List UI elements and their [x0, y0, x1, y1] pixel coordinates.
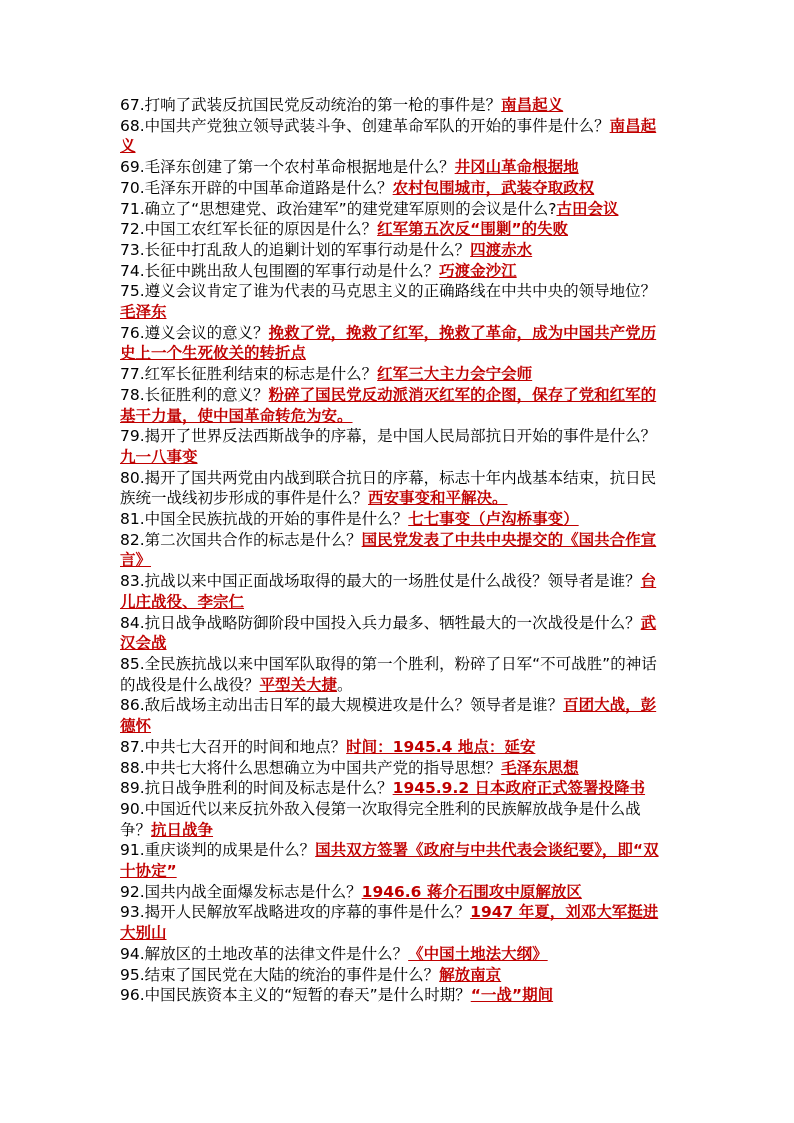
question-text: 90.中国近代以来反抗外敌入侵第一次取得完全胜利的民族解放战争是什么战争？	[120, 799, 641, 839]
question-text: 94.解放区的土地改革的法律文件是什么？	[120, 944, 409, 963]
answer-text: 1946.6 蒋介石围攻中原解放区	[361, 882, 582, 901]
question-text: 68.中国共产党独立领导武装斗争、创建革命军队的开始的事件是什么？	[120, 116, 610, 135]
question-text: 80.揭开了国共两党由内战到联合抗日的序幕，标志十年内战基本结束，抗日民族统一战线初步形成的事件是什么？	[120, 468, 657, 508]
question-text: 72.中国工农红军长征的原因是什么？	[120, 220, 378, 239]
question-text: 78.长征胜利的意义？	[120, 385, 269, 404]
answer-text: 七七事变（卢沟桥事变）	[408, 510, 579, 529]
qa-item-75	[120, 281, 665, 322]
answer-text: 九一八事变	[120, 447, 198, 466]
qa-item-74	[120, 261, 665, 282]
question-text: 91.重庆谈判的成果是什么？	[120, 841, 316, 860]
qa-item-80	[120, 468, 665, 509]
qa-item-91	[120, 840, 665, 881]
question-text: 73.长征中打乱敌人的追剿计划的军事行动是什么？	[120, 240, 471, 259]
answer-text: 国民党发表了中共中央提交的《国共合作宣言》	[120, 530, 657, 570]
answer-text: 毛泽东	[120, 303, 167, 322]
question-text: 93.揭开人民解放军战略进攻的序幕的事件是什么？	[120, 903, 471, 922]
question-text: 75.遵义会议肯定了谁为代表的马克思主义的正确路线在中共中央的领导地位？	[120, 282, 657, 301]
question-text: 88.中共七大将什么思想确立为中国共产党的指导思想？	[120, 758, 502, 777]
question-text: 77.红军长征胜利结束的标志是什么？	[120, 365, 378, 384]
answer-text: 古田会议	[556, 199, 619, 218]
qa-item-79	[120, 426, 665, 467]
qa-item-92	[120, 882, 665, 903]
qa-item-76	[120, 323, 665, 364]
answer-text: 1945.9.2 日本政府正式签署投降书	[392, 779, 646, 798]
qa-item-95	[120, 965, 665, 986]
answer-text: 井冈山革命根据地	[454, 158, 579, 177]
question-text: 83.抗战以来中国正面战场取得的最大的一场胜仗是什么战役？领导者是谁？	[120, 572, 641, 591]
qa-item-77	[120, 364, 665, 385]
answer-text: 西安事变和平解决。	[368, 489, 508, 508]
qa-item-88	[120, 758, 665, 779]
answer-text: 粉碎了国民党反动派消灭红军的企图，保存了党和红军的基干力量，使中国革命转危为安。	[120, 385, 657, 425]
question-text: 86.敌后战场主动出击日军的最大规模进攻是什么？领导者是谁？	[120, 696, 564, 715]
qa-item-72	[120, 219, 665, 240]
qa-item-94	[120, 944, 665, 965]
question-text: 87.中共七大召开的时间和地点？	[120, 737, 347, 756]
answer-text: 时间：1945.4 地点：延安	[346, 737, 536, 756]
qa-item-90	[120, 799, 665, 840]
question-text: 79.揭开了世界反法西斯战争的序幕，是中国人民局部抗日开始的事件是什么？	[120, 427, 657, 446]
qa-item-69	[120, 157, 665, 178]
qa-item-70	[120, 178, 665, 199]
question-text: 76.遵义会议的意义？	[120, 323, 269, 342]
question-text: 67.打响了武装反抗国民党反动统治的第一枪的事件是？	[120, 96, 502, 114]
answer-text: 巧渡金沙江	[439, 261, 517, 280]
qa-item-78	[120, 385, 665, 426]
answer-text: 毛泽东思想	[501, 758, 579, 777]
qa-item-67	[120, 95, 665, 116]
qa-item-73	[120, 240, 665, 261]
answer-text: “一战”期间	[470, 986, 554, 1005]
question-text: 81.中国全民族抗战的开始的事件是什么？	[120, 510, 409, 529]
qa-item-87	[120, 737, 665, 758]
answer-text: 平型关大捷	[259, 675, 338, 694]
answer-text: 1947 年夏，刘邓大军挺进大别山	[120, 903, 659, 943]
question-text: 84.抗日战争战略防御阶段中国投入兵力最多、牺牲最大的一次战役是什么？	[120, 613, 641, 632]
qa-item-84	[120, 613, 665, 654]
qa-item-96	[120, 985, 665, 1006]
qa-item-82	[120, 530, 665, 571]
answer-text: 红军三大主力会宁会师	[377, 365, 533, 384]
answer-text: 南昌起义	[120, 116, 657, 156]
answer-text: 百团大战，彭德怀	[120, 696, 657, 736]
qa-item-86	[120, 695, 665, 736]
answer-text: 挽救了党，挽救了红军，挽救了革命，成为中国共产党历史上一个生死攸关的转折点	[120, 323, 657, 363]
answer-text: 台儿庄战役、李宗仁	[120, 572, 657, 611]
question-text: 95.结束了国民党在大陆的统治的事件是什么？	[120, 965, 440, 984]
answer-text: 《中国土地法大纲》	[408, 944, 548, 963]
question-text: 89.抗日战争胜利的时间及标志是什么？	[120, 779, 393, 798]
question-text: 74.长征中跳出敌人包围圈的军事行动是什么？	[120, 261, 440, 280]
question-text: 69.毛泽东创建了第一个农村革命根据地是什么？	[120, 158, 455, 177]
question-text: 92.国共内战全面爆发标志是什么？	[120, 882, 362, 901]
qa-item-93	[120, 902, 665, 943]
answer-text: 国共双方签署《政府与中共代表会谈纪要》，即“双十协定”	[120, 841, 659, 881]
question-text: 82.第二次国共合作的标志是什么？	[120, 530, 362, 549]
question-text: 70.毛泽东开辟的中国革命道路是什么？	[120, 178, 393, 197]
answer-text: 红军第五次反“围剿”的失败	[377, 220, 569, 239]
qa-item-89	[120, 778, 665, 799]
answer-text: 农村包围城市，武装夺取政权	[392, 178, 595, 197]
qa-item-71	[120, 199, 665, 220]
answer-text: 武汉会战	[120, 613, 657, 653]
trailing-punctuation: 。	[337, 675, 353, 694]
qa-item-68	[120, 116, 665, 157]
qa-item-81	[120, 509, 665, 530]
question-text: 85.全民族抗战以来中国军队取得的第一个胜利，粉碎了日军“不可战胜”的神话的战役是什么战役？	[120, 654, 657, 694]
question-text: 71.确立了“思想建党、政治建军”的建党建军原则的会议是什么?	[120, 199, 557, 218]
answer-text: 四渡赤水	[470, 240, 533, 259]
qa-item-85	[120, 654, 665, 695]
answer-text: 解放南京	[439, 965, 502, 984]
qa-item-83	[120, 571, 665, 612]
answer-text: 南昌起义	[501, 96, 564, 114]
answer-text: 抗日战争	[151, 820, 214, 839]
question-text: 96.中国民族资本主义的“短暂的春天”是什么时期？	[120, 986, 471, 1005]
document-page	[120, 95, 665, 1006]
